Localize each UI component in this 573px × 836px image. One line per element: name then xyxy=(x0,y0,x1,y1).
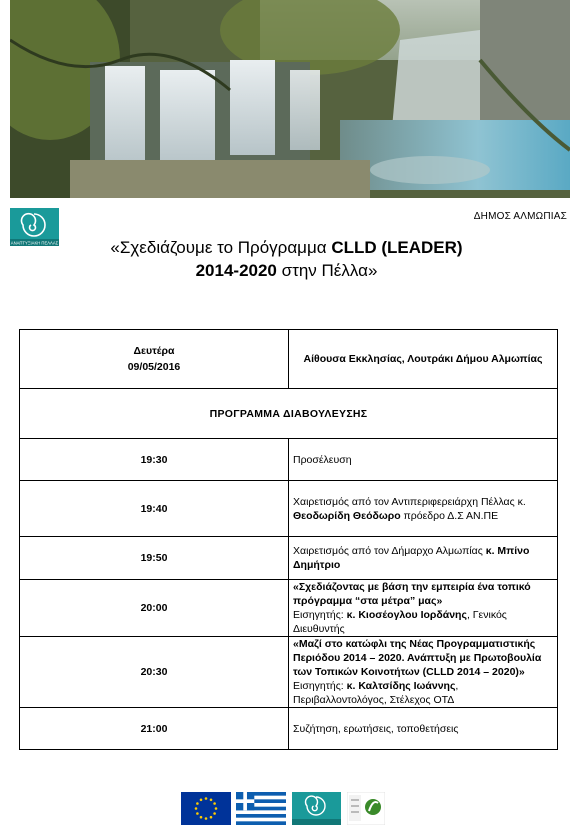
table-row xyxy=(20,537,558,580)
row-description: Χαιρετισμός από τον Δήμαρχο Αλμωπίας κ. Μπίνο Δημήτριο xyxy=(289,537,558,580)
row-time: 19:40 xyxy=(20,481,289,537)
title-line-2: 2014-2020 στην Πέλλα» xyxy=(195,261,378,280)
row-time: 19:30 xyxy=(20,439,289,481)
table-row xyxy=(20,637,558,708)
event-date: Δευτέρα 09/05/2016 xyxy=(20,330,289,389)
program-heading: ΠΡΟΓΡΑΜΜΑ ΔΙΑΒΟΥΛΕΥΣΗΣ xyxy=(20,389,558,439)
event-info-row xyxy=(20,330,558,389)
greek-flag-icon xyxy=(236,792,286,825)
waterfall-photo xyxy=(10,0,570,198)
row-time: 20:00 xyxy=(20,580,289,637)
anpe-logo-icon xyxy=(292,792,341,825)
table-row xyxy=(20,580,558,637)
row-description: Συζήτηση, ερωτήσεις, τοποθετήσεις xyxy=(289,708,558,750)
row-time: 20:30 xyxy=(20,637,289,708)
program-heading-row xyxy=(20,389,558,439)
row-description: «Μαζί στο κατώφλι της Νέας Προγραμματιστικής Περιόδου 2014 – 2020. Ανάπτυξη με Πρωτοβουλία των Τοπικών Κοινοτήτων (CLLD 2014 – 2020)» Εισηγητής: κ. Καλτσίδης Ιωάννης, Περιβαλλοντολόγος, Στέλεχος ΟΤΔ xyxy=(289,637,558,708)
title-line-1: «Σχεδιάζουμε το Πρόγραμμα CLLD (LEADER) xyxy=(110,238,463,257)
table-row xyxy=(20,439,558,481)
program-table xyxy=(19,329,558,750)
table-row xyxy=(20,481,558,537)
row-description: Προσέλευση xyxy=(289,439,558,481)
table-row xyxy=(20,708,558,750)
page-title xyxy=(0,236,573,282)
svg-text:ΑΝΑΠΤΥΞΙΑΚΗ ΠΕΛΛΑΣ: ΑΝΑΠΤΥΞΙΑΚΗ ΠΕΛΛΑΣ xyxy=(10,240,59,246)
row-time: 19:50 xyxy=(20,537,289,580)
row-description: Χαιρετισμός από τον Αντιπεριφερειάρχη Πέλλας κ. Θεοδωρίδη Θεόδωρο πρόεδρο Δ.Σ ΑΝ.ΠΕ xyxy=(289,481,558,537)
row-time: 21:00 xyxy=(20,708,289,750)
eu-flag-icon xyxy=(181,792,231,825)
row-description: «Σχεδιάζοντας με βάση την εμπειρία ένα τοπικό πρόγραμμα “στα μέτρα” μας» Εισηγητής: κ. Κιοσέογλου Ιορδάνης, Γενικός Διευθυντής xyxy=(289,580,558,637)
event-venue: Αίθουσα Εκκλησίας, Λουτράκι Δήμου Αλμωπίας xyxy=(289,330,558,389)
leader-logo-icon xyxy=(347,792,385,825)
municipality-label: ΔΗΜΟΣ ΑΛΜΩΠΙΑΣ xyxy=(473,211,567,222)
